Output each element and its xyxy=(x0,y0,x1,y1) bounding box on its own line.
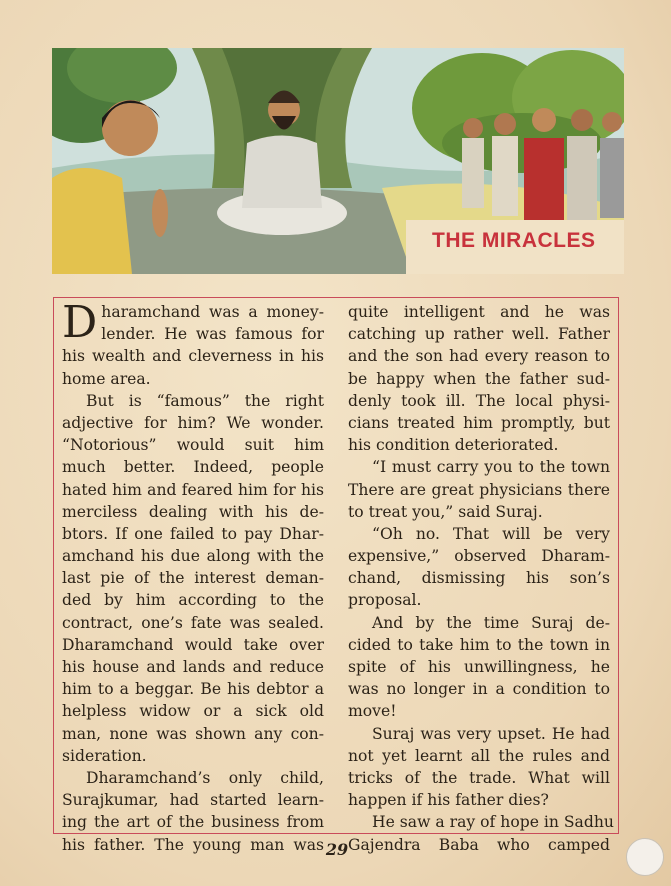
drop-cap: D xyxy=(62,297,98,348)
text-line: man, none was shown any con- xyxy=(62,724,324,743)
text-line: his condition deteriorated. xyxy=(348,436,559,455)
text-line: quite intelligent and he was xyxy=(348,303,610,321)
text-line: adjective for him? We wonder. xyxy=(62,413,324,432)
text-line: Dharamchand would take over xyxy=(62,635,324,654)
text-line: his house and lands and reduce xyxy=(62,658,324,676)
text-line: not yet learnt all the rules and xyxy=(348,746,610,765)
text-line: was no longer in a condition to xyxy=(348,680,610,699)
text-line: spite of his unwillingness, he xyxy=(348,658,610,676)
text-line: tricks of the trade. What will xyxy=(348,768,610,787)
text-line: him to a beggar. Be his debtor a xyxy=(62,680,324,699)
story-title: THE MIRACLES xyxy=(432,229,596,252)
text-line: “I must carry you to the town xyxy=(372,458,610,477)
text-line: chand, dismissing his son’s xyxy=(348,569,610,588)
text-line: ded by him according to the xyxy=(62,591,324,610)
text-line: And by the time Suraj de- xyxy=(372,613,610,632)
text-line: haramchand was a money- xyxy=(101,303,324,321)
text-line: catching up rather well. Father xyxy=(348,325,610,344)
text-line: But is “famous” the right xyxy=(86,391,324,410)
text-line: helpless widow or a sick old xyxy=(62,702,324,721)
page-number: 29 xyxy=(325,840,349,859)
text-line: sideration. xyxy=(62,746,147,765)
text-line: btors. If one failed to pay Dhar- xyxy=(62,524,324,543)
text-line: hated him and feared him for his xyxy=(62,480,324,499)
text-line: denly took ill. The local physi- xyxy=(348,391,610,410)
text-line: his wealth and cleverness in his xyxy=(62,347,324,366)
text-line: amchand his due along with the xyxy=(62,547,324,566)
left-column xyxy=(62,297,324,856)
text-line: ing the art of the business from xyxy=(62,813,324,832)
text-line: home area. xyxy=(62,369,151,388)
text-line: move! xyxy=(348,702,397,721)
text-line: Suraj was very upset. He had xyxy=(372,724,610,743)
text-line: merciless dealing with his de- xyxy=(62,502,324,521)
text-line: cians treated him promptly, but xyxy=(348,413,610,432)
text-line: Gajendra Baba who camped xyxy=(348,835,610,854)
right-column xyxy=(348,301,614,856)
text-line: “Notorious” would suit him xyxy=(62,436,324,455)
text-line: to treat you,” said Suraj. xyxy=(348,502,543,521)
text-line: Dharamchand’s only child, xyxy=(86,768,324,787)
text-line: be happy when the father sud- xyxy=(348,369,610,388)
text-line: his father. The young man was xyxy=(62,835,324,854)
text-line: last pie of the interest deman- xyxy=(62,569,324,588)
text-line: There are great physicians there xyxy=(348,480,610,499)
text-line: expensive,” observed Dharam- xyxy=(348,547,610,566)
text-line: Surajkumar, had started learn- xyxy=(62,791,324,810)
text-line: cided to take him to the town in xyxy=(348,635,610,654)
text-line: “Oh no. That will be very xyxy=(372,524,610,543)
text-line: happen if his father dies? xyxy=(348,791,549,810)
text-line: much better. Indeed, people xyxy=(62,458,324,477)
opening-paragraph-start xyxy=(62,297,324,348)
watermark-logo xyxy=(626,838,664,876)
text-line: contract, one’s fate was sealed. xyxy=(62,613,324,632)
text-line: He saw a ray of hope in Sadhu xyxy=(372,813,614,832)
text-line: lender. He was famous for xyxy=(101,325,324,344)
text-line: proposal. xyxy=(348,591,422,610)
text-line: and the son had every reason to xyxy=(348,347,610,366)
